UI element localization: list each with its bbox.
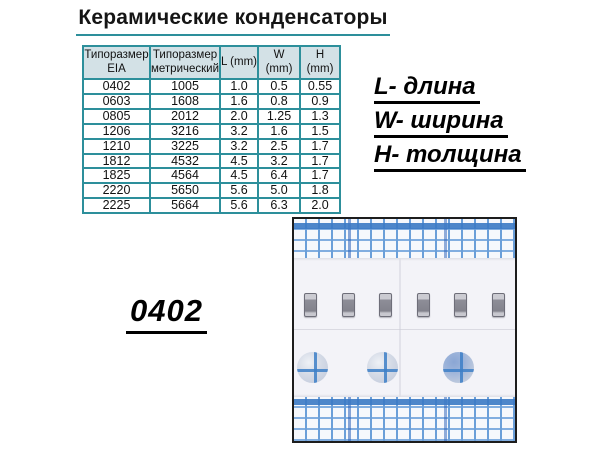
table-cell: 1.5 — [300, 124, 340, 139]
table-row — [83, 109, 340, 124]
table-cell: 3216 — [150, 124, 220, 139]
table-cell: 3225 — [150, 139, 220, 154]
table-cell: 2.0 — [220, 109, 258, 124]
table-cell: 3.2 — [258, 154, 300, 169]
table-cell: 2225 — [83, 198, 150, 213]
table-cell: 1.7 — [300, 154, 340, 169]
dimension-legend — [374, 73, 526, 175]
table-cell: 1825 — [83, 168, 150, 183]
table-cell: 1206 — [83, 124, 150, 139]
table-cell: 1.0 — [220, 79, 258, 94]
table-cell: 4564 — [150, 168, 220, 183]
table-cell: 4.5 — [220, 168, 258, 183]
table-row — [83, 183, 340, 198]
table-cell: 0.9 — [300, 94, 340, 109]
table-cell: 0.55 — [300, 79, 340, 94]
column-header-h: H (mm) — [300, 46, 340, 79]
table-cell: 2220 — [83, 183, 150, 198]
table-cell: 2012 — [150, 109, 220, 124]
table-cell: 1.25 — [258, 109, 300, 124]
smd-capacitor-chip — [342, 293, 355, 317]
table-cell: 0402 — [83, 79, 150, 94]
table-cell: 5650 — [150, 183, 220, 198]
table-body — [83, 79, 340, 213]
graph-paper-bottom — [294, 397, 515, 441]
carrier-tape — [294, 258, 515, 397]
table-cell: 3.2 — [220, 139, 258, 154]
sprocket-hole — [367, 352, 398, 383]
table-cell: 2.0 — [300, 198, 340, 213]
graph-paper-top — [294, 219, 515, 258]
table-row — [83, 154, 340, 169]
smd-capacitor-chip — [379, 293, 392, 317]
table-cell: 1.7 — [300, 168, 340, 183]
sprocket-hole — [443, 352, 474, 383]
table-cell: 0603 — [83, 94, 150, 109]
table-row — [83, 94, 340, 109]
table-cell: 5664 — [150, 198, 220, 213]
graph-paper-stripe — [294, 223, 515, 229]
table-cell: 5.0 — [258, 183, 300, 198]
smd-capacitor-chip — [492, 293, 505, 317]
legend-height: H- толщина — [374, 141, 526, 172]
table-cell: 1.6 — [258, 124, 300, 139]
column-header-w: W (mm) — [258, 46, 300, 79]
column-header-l: L (mm) — [220, 46, 258, 79]
table-row — [83, 124, 340, 139]
table-cell: 5.6 — [220, 183, 258, 198]
smd-capacitor-chip — [454, 293, 467, 317]
table-row — [83, 139, 340, 154]
legend-width: W- ширина — [374, 107, 508, 138]
table-cell: 2.5 — [258, 139, 300, 154]
column-header-eia: Типоразмер EIA — [83, 46, 150, 79]
table-cell: 1812 — [83, 154, 150, 169]
legend-length: L- длина — [374, 73, 480, 104]
dimensions-table — [82, 45, 341, 214]
table-row — [83, 198, 340, 213]
page-title-text: Керамические конденсаторы — [78, 6, 388, 29]
table-header-row — [83, 46, 340, 79]
table-cell: 6.4 — [258, 168, 300, 183]
size-label-0402: 0402 — [126, 293, 207, 334]
page-title — [76, 6, 390, 36]
table-cell: 3.2 — [220, 124, 258, 139]
table-cell: 1.7 — [300, 139, 340, 154]
table-cell: 1.3 — [300, 109, 340, 124]
table-cell: 1.8 — [300, 183, 340, 198]
smd-capacitor-chip — [417, 293, 430, 317]
table-cell: 0.8 — [258, 94, 300, 109]
capacitor-tape-photo — [292, 217, 517, 443]
table-row — [83, 168, 340, 183]
table-row — [83, 79, 340, 94]
table-cell: 5.6 — [220, 198, 258, 213]
table-cell: 4.5 — [220, 154, 258, 169]
table-cell: 0805 — [83, 109, 150, 124]
column-header-metric: Типоразмер метрический — [150, 46, 220, 79]
table-cell: 1608 — [150, 94, 220, 109]
table-cell: 1210 — [83, 139, 150, 154]
table-cell: 0.5 — [258, 79, 300, 94]
table-cell: 1005 — [150, 79, 220, 94]
table-cell: 1.6 — [220, 94, 258, 109]
smd-capacitor-chip — [304, 293, 317, 317]
capacitor-row — [304, 293, 505, 317]
table-cell: 6.3 — [258, 198, 300, 213]
table-cell: 4532 — [150, 154, 220, 169]
sprocket-hole — [297, 352, 328, 383]
graph-paper-stripe — [294, 399, 515, 405]
